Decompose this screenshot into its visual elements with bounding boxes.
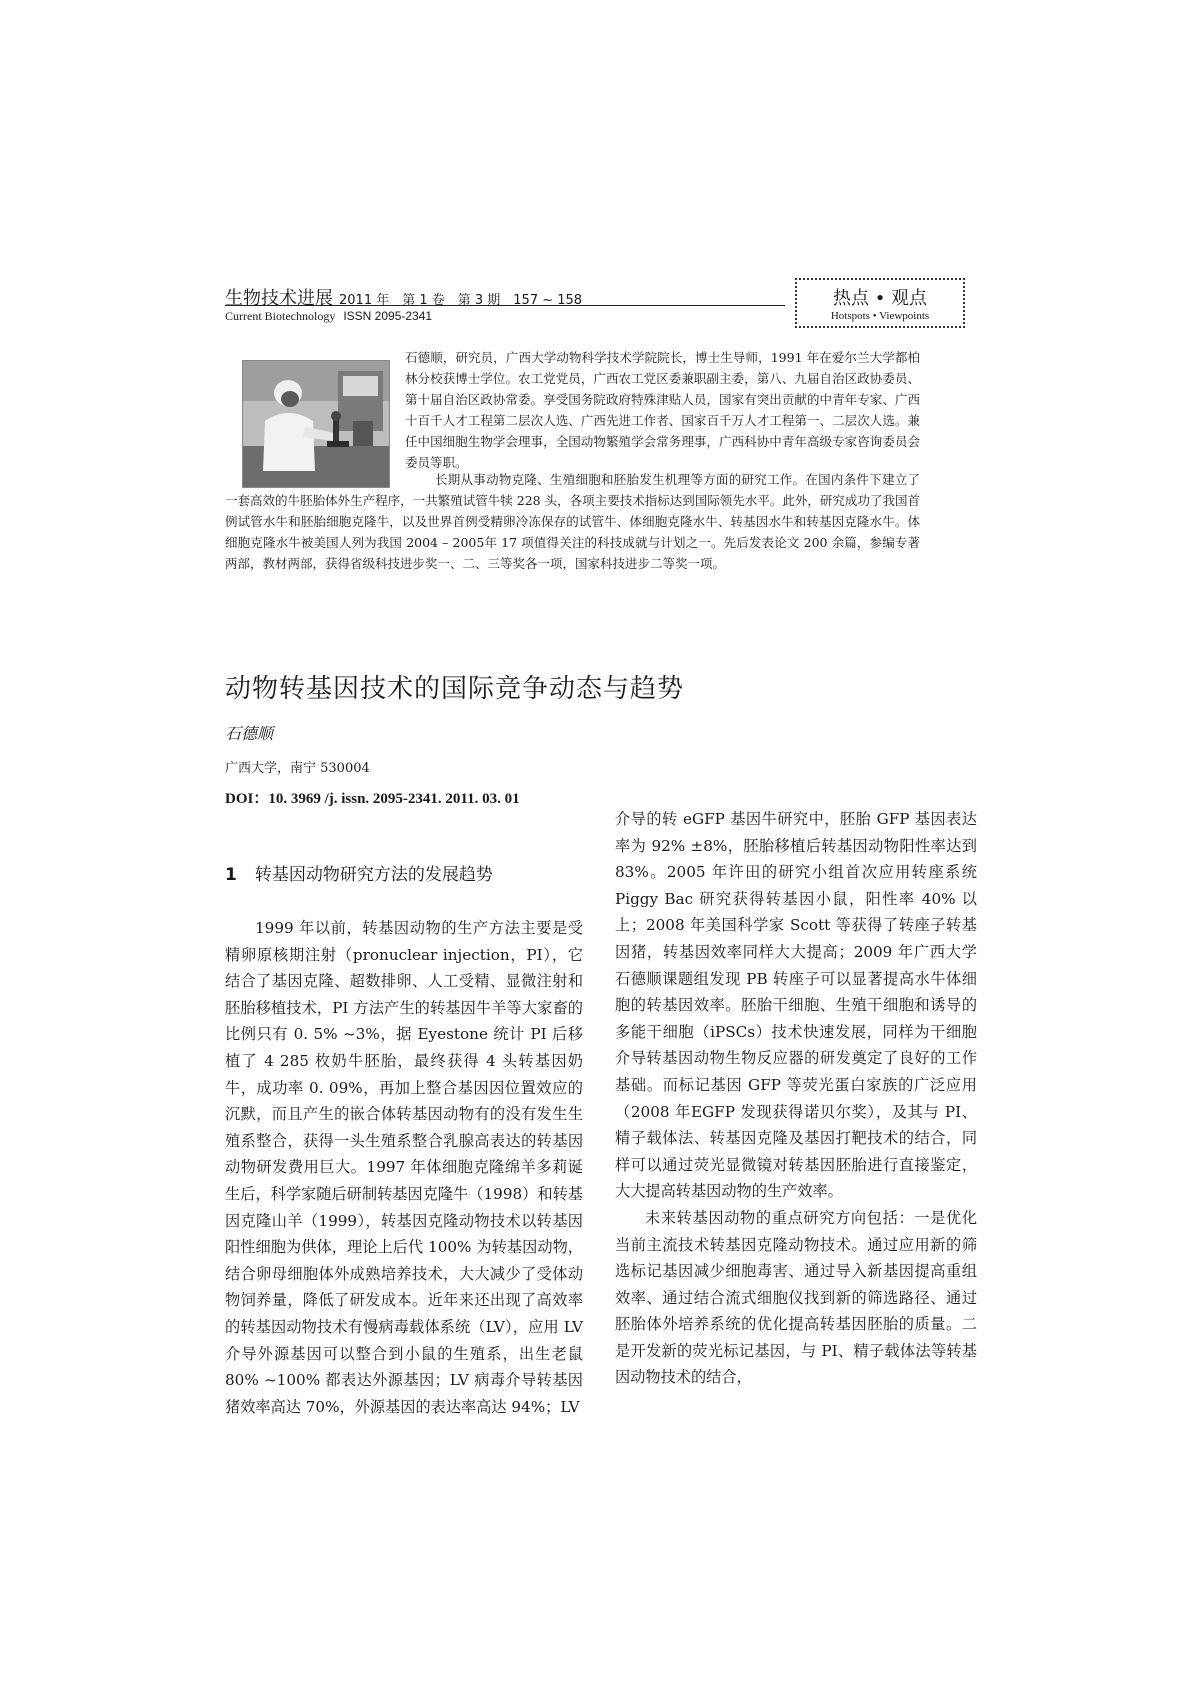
body-column-left: [225, 915, 583, 1420]
author-bio-paragraph-2: [225, 469, 920, 574]
doi: DOI：10. 3969 /j. issn. 2095-2341. 2011. 03. 01: [225, 791, 520, 807]
body-paragraph: 未来转基因动物的重点研究方向包括：一是优化当前主流技术转基因克隆动物技术。通过应用新的筛选标记基因减少细胞毒害、通过导入新基因提高重组效率、通过结合流式细胞仪找到新的筛选路径、通过胚胎体外培养系统的优化提高转基因胚胎的质量。二是开发新的荧光标记基因，与 PI、精子载体法等转基因动物技术的结合，: [615, 1208, 977, 1387]
body-column-right: [615, 806, 977, 1391]
header-rule: [225, 305, 785, 306]
journal-title: [225, 284, 582, 310]
section-title: 转基因动物研究方法的发展趋势: [254, 865, 493, 885]
article-title: 动物转基因技术的国际竞争动态与趋势: [225, 674, 685, 704]
section-number: 1: [225, 865, 237, 885]
author-bio-text-2: 长期从事动物克隆、生殖细胞和胚胎发生机理等方面的研究工作。在国内条件下建立了一套高效的牛胚胎体外生产程序，一共繁殖试管牛犊 228 头，各项主要技术指标达到国际领先水平。此外，研究成功了我国首例试管水牛和胚胎细胞克隆牛，以及世界首例受精卵冷冻保存的试管牛、体细胞克隆水牛、转基因水牛和转基因克隆水牛。体细胞克隆水牛被美国人列为我国 2004 – 2005年 17 项值得关注的科技成就与计划之一。先后发表论文 200 余篇，参编专著两部，教材两部，获得省级科技进步奖一、二、三等奖各一项，国家科技进步二等奖一项。: [225, 472, 920, 571]
journal-name-en: Current Biotechnology: [225, 309, 336, 323]
author-affiliation: 广西大学，南宁 530004: [225, 761, 370, 776]
section-badge-en: Hotspots • Viewpoints: [830, 310, 930, 322]
issn: ISSN 2095-2341: [343, 309, 433, 323]
section-badge-cn: 热点 • 观点: [832, 288, 928, 309]
journal-subtitle: [225, 309, 432, 324]
article-author: 石德顺: [225, 724, 274, 743]
author-bio-paragraph-1: 石德顺，研究员，广西大学动物科学技术学院院长，博士生导师，1991 年在爱尔兰大学都柏林分校获博士学位。农工党党员，广西农工党区委兼职副主委，第八、九届自治区政协委员、第十届自治区政协常委。享受国务院政府特殊津贴人员，国家有突出贡献的中青年专家、广西十百千人才工程第二层次人选、广西先进工作者、国家百千万人才工程第一、二层次人选。兼任中国细胞生物学会理事，全国动物繁殖学会常务理事，广西科协中青年高级专家咨询委员会委员等职。: [405, 350, 920, 470]
body-paragraph: 介导的转 eGFP 基因牛研究中，胚胎 GFP 基因表达率为 92% ±8%，胚胎移植后转基因动物阳性率达到 83%。2005 年许田的研究小组首次应用转座系统 Piggy Bac 研究获得转基因小鼠，阳性率 40% 以上；2008 年美国科学家 Scott 等获得了转座子转基因猪，转基因效率同样大大提高；2009 年广西大学石德顺课题组发现 PB 转座子可以显著提高水牛体细胞的转基因效率。胚胎干细胞、生殖干细胞和诱导的多能干细胞（iPSCs）技术快速发展，同样为干细胞介导转基因动物生物反应器的研发奠定了良好的工作基础。而标记基因 GFP 等荧光蛋白家族的广泛应用（2008 年EGFP 发现获得诺贝尔奖），及其与 PI、精子载体法、转基因克隆及基因打靶技术的结合，同样可以通过荧光显微镜对转基因胚胎进行直接鉴定，大大提高转基因动物的生产效率。: [615, 810, 977, 1201]
body-paragraph: 1999 年以前，转基因动物的生产方法主要是受精卵原核期注射（pronuclear injection，PI），它结合了基因克隆、超数排卵、人工受精、显微注射和胚胎移植技术，PI 方法产生的转基因牛羊等大家畜的比例只有 0. 5% ~3%，据 Eyestone 统计 PI 后移植了 4 285 枚奶牛胚胎，最终获得 4 头转基因奶牛，成功率 0. 09%，再加上整合基因因位置效应的沉默，而且产生的嵌合体转基因动物有的没有发生生殖系整合，获得一头生殖系整合乳腺高表达的转基因动物研发费用巨大。1997 年体细胞克隆绵羊多莉诞生后，科学家随后研制转基因克隆牛（1998）和转基因克隆山羊（1999），转基因克隆动物技术以转基因阳性细胞为供体，理论上后代 100% 为转基因动物，结合卵母细胞体外成熟培养技术，大大减少了受体动物饲养量，降低了研发成本。近年来还出现了高效率的转基因动物技术有慢病毒载体系统（LV），应用 LV 介导外源基因可以整合到小鼠的生殖系，出生老鼠 80% ~100% 都表达外源基因；LV 病毒介导转基因猪效率高达 70%，外源基因的表达率高达 94%；LV: [225, 919, 583, 1416]
journal-name-cn: 生物技术进展: [225, 288, 333, 309]
section-heading: [225, 860, 493, 885]
section-badge: [795, 278, 965, 328]
issue-info: 2011 年 第 1 卷 第 3 期 157 ~ 158: [339, 293, 583, 308]
